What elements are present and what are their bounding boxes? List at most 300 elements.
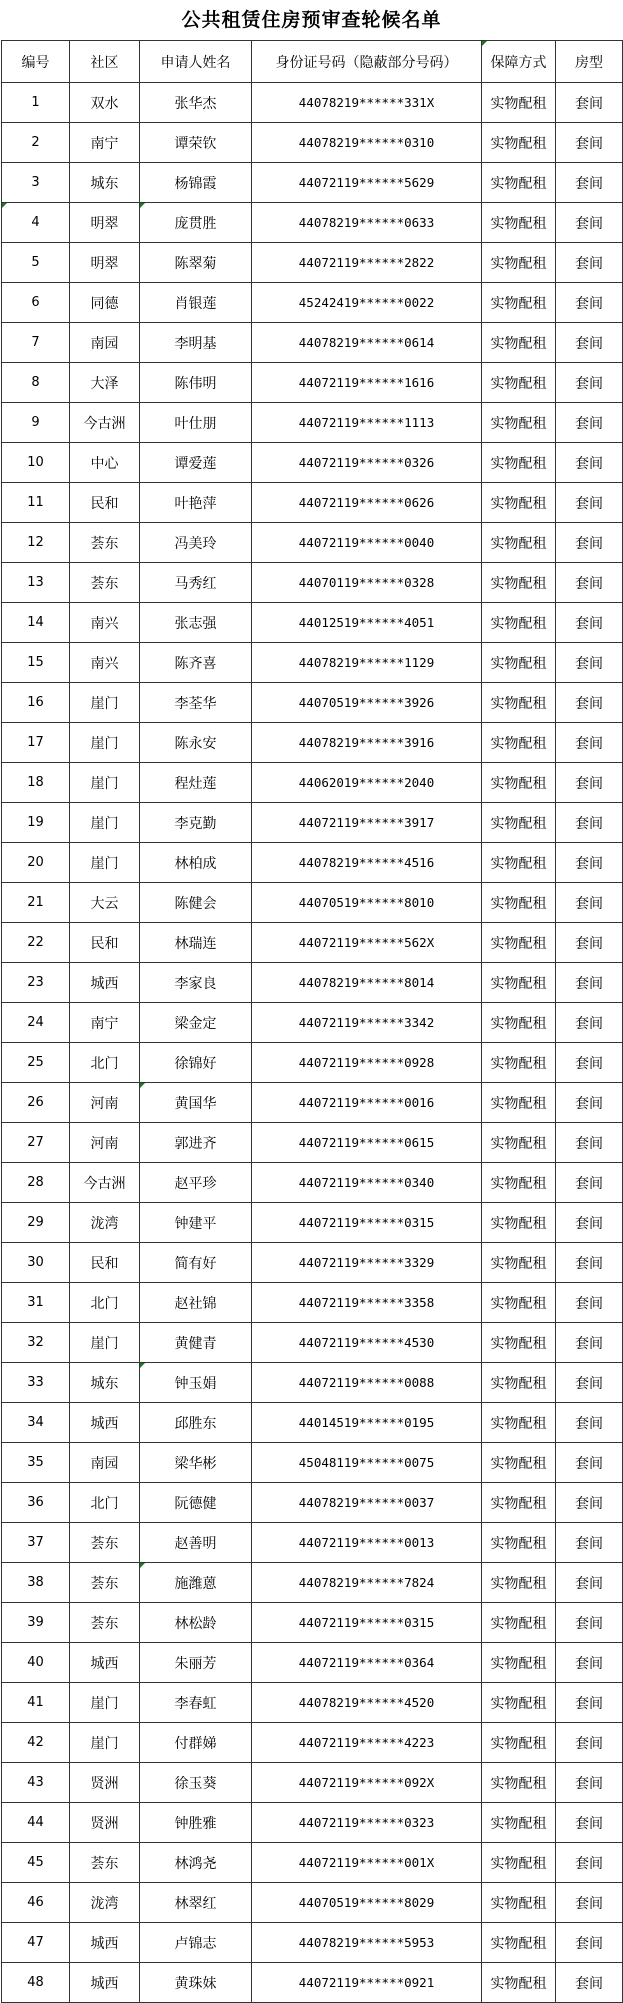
cell-support-mode: 实物配租	[482, 843, 556, 883]
cell-support-mode: 实物配租	[482, 123, 556, 163]
cell-support-mode: 实物配租	[482, 1363, 556, 1403]
cell-applicant-name: 肖银莲	[140, 283, 252, 323]
cell-community: 崖门	[70, 1683, 140, 1723]
cell-room-type: 套间	[556, 963, 623, 1003]
table-row	[2, 1163, 623, 1203]
cell-community: 大泽	[70, 363, 140, 403]
cell-id-number: 44078219******1129	[252, 643, 482, 683]
cell-support-mode: 实物配租	[482, 1163, 556, 1203]
table-row	[2, 1763, 623, 1803]
cell-room-type: 套间	[556, 523, 623, 563]
cell-id-number: 44072119******5629	[252, 163, 482, 203]
cell-applicant-name: 梁华彬	[140, 1443, 252, 1483]
cell-community: 城东	[70, 163, 140, 203]
cell-applicant-name: 黄珠妹	[140, 1963, 252, 2003]
cell-applicant-name: 陈翠菊	[140, 243, 252, 283]
cell-id-number: 44072119******0040	[252, 523, 482, 563]
cell-room-type: 套间	[556, 283, 623, 323]
cell-support-mode: 实物配租	[482, 403, 556, 443]
cell-room-type: 套间	[556, 1323, 623, 1363]
table-row	[2, 1483, 623, 1523]
cell-number: 22	[2, 923, 70, 963]
cell-number: 9	[2, 403, 70, 443]
cell-number: 10	[2, 443, 70, 483]
cell-applicant-name: 杨锦霞	[140, 163, 252, 203]
table-row	[2, 1523, 623, 1563]
cell-id-number: 44072119******0013	[252, 1523, 482, 1563]
cell-support-mode: 实物配租	[482, 1923, 556, 1963]
cell-number: 2	[2, 123, 70, 163]
cell-support-mode: 实物配租	[482, 643, 556, 683]
cell-community: 南兴	[70, 603, 140, 643]
table-row	[2, 1963, 623, 2003]
cell-id-number: 44072119******1113	[252, 403, 482, 443]
table-row	[2, 1083, 623, 1123]
cell-room-type: 套间	[556, 1563, 623, 1603]
cell-number: 1	[2, 83, 70, 123]
table-row	[2, 883, 623, 923]
cell-community: 贤洲	[70, 1803, 140, 1843]
header-id-number: 身份证号码（隐蔽部分号码）	[252, 41, 482, 83]
cell-applicant-name: 邱胜东	[140, 1403, 252, 1443]
cell-applicant-name: 林鸿尧	[140, 1843, 252, 1883]
table-row	[2, 123, 623, 163]
cell-community: 城西	[70, 1963, 140, 2003]
cell-id-number: 44078219******5953	[252, 1923, 482, 1963]
table-row	[2, 763, 623, 803]
cell-number: 44	[2, 1803, 70, 1843]
cell-room-type: 套间	[556, 1363, 623, 1403]
cell-number: 23	[2, 963, 70, 1003]
table-row	[2, 1803, 623, 1843]
cell-support-mode: 实物配租	[482, 1443, 556, 1483]
table-row	[2, 443, 623, 483]
cell-support-mode: 实物配租	[482, 1483, 556, 1523]
cell-room-type: 套间	[556, 1883, 623, 1923]
cell-number: 26	[2, 1083, 70, 1123]
cell-support-mode: 实物配租	[482, 883, 556, 923]
cell-community: 贤洲	[70, 1763, 140, 1803]
cell-number: 43	[2, 1763, 70, 1803]
table-row	[2, 203, 623, 243]
cell-support-mode: 实物配租	[482, 1603, 556, 1643]
cell-community: 崖门	[70, 763, 140, 803]
page-title: 公共租赁住房预审查轮候名单	[181, 9, 442, 31]
cell-community: 崖门	[70, 723, 140, 763]
table-row	[2, 1123, 623, 1163]
cell-community: 北门	[70, 1483, 140, 1523]
cell-number: 11	[2, 483, 70, 523]
cell-id-number: 44070119******0328	[252, 563, 482, 603]
cell-support-mode: 实物配租	[482, 243, 556, 283]
cell-applicant-name: 陈伟明	[140, 363, 252, 403]
cell-support-mode: 实物配租	[482, 1003, 556, 1043]
cell-applicant-name: 徐锦好	[140, 1043, 252, 1083]
cell-id-number: 44078219******7824	[252, 1563, 482, 1603]
cell-applicant-name: 冯美玲	[140, 523, 252, 563]
cell-room-type: 套间	[556, 1803, 623, 1843]
cell-support-mode: 实物配租	[482, 523, 556, 563]
cell-applicant-name: 阮德健	[140, 1483, 252, 1523]
cell-community: 河南	[70, 1083, 140, 1123]
cell-number: 38	[2, 1563, 70, 1603]
cell-number: 15	[2, 643, 70, 683]
cell-support-mode: 实物配租	[482, 1243, 556, 1283]
cell-community: 泷湾	[70, 1203, 140, 1243]
cell-applicant-name: 赵善明	[140, 1523, 252, 1563]
cell-applicant-name: 黄健青	[140, 1323, 252, 1363]
cell-community: 崖门	[70, 1323, 140, 1363]
cell-room-type: 套间	[556, 643, 623, 683]
cell-community: 荟东	[70, 563, 140, 603]
table-row	[2, 563, 623, 603]
cell-room-type: 套间	[556, 883, 623, 923]
cell-room-type: 套间	[556, 1283, 623, 1323]
cell-id-number: 44078219******8014	[252, 963, 482, 1003]
cell-id-number: 45048119******0075	[252, 1443, 482, 1483]
cell-community: 荟东	[70, 1843, 140, 1883]
cell-number: 33	[2, 1363, 70, 1403]
cell-room-type: 套间	[556, 1843, 623, 1883]
cell-room-type: 套间	[556, 1163, 623, 1203]
cell-id-number: 44072119******0323	[252, 1803, 482, 1843]
cell-id-number: 44062019******2040	[252, 763, 482, 803]
cell-community: 民和	[70, 923, 140, 963]
cell-number: 46	[2, 1883, 70, 1923]
cell-room-type: 套间	[556, 1763, 623, 1803]
cell-room-type: 套间	[556, 83, 623, 123]
cell-number: 17	[2, 723, 70, 763]
header-number: 编号	[2, 41, 70, 83]
cell-number: 13	[2, 563, 70, 603]
cell-community: 南兴	[70, 643, 140, 683]
cell-support-mode: 实物配租	[482, 163, 556, 203]
cell-support-mode: 实物配租	[482, 1283, 556, 1323]
cell-number: 5	[2, 243, 70, 283]
table-row	[2, 363, 623, 403]
cell-applicant-name: 叶仕朋	[140, 403, 252, 443]
cell-id-number: 44072119******0615	[252, 1123, 482, 1163]
cell-applicant-name: 钟玉娟	[140, 1363, 252, 1403]
cell-number: 21	[2, 883, 70, 923]
cell-room-type: 套间	[556, 443, 623, 483]
cell-room-type: 套间	[556, 923, 623, 963]
cell-applicant-name: 马秀红	[140, 563, 252, 603]
cell-community: 民和	[70, 1243, 140, 1283]
table-row	[2, 483, 623, 523]
cell-room-type: 套间	[556, 1443, 623, 1483]
cell-id-number: 44070519******8029	[252, 1883, 482, 1923]
cell-number: 12	[2, 523, 70, 563]
cell-room-type: 套间	[556, 603, 623, 643]
cell-id-number: 44072119******0326	[252, 443, 482, 483]
cell-support-mode: 实物配租	[482, 203, 556, 243]
cell-room-type: 套间	[556, 163, 623, 203]
cell-number: 39	[2, 1603, 70, 1643]
cell-room-type: 套间	[556, 1203, 623, 1243]
cell-number: 40	[2, 1643, 70, 1683]
cell-applicant-name: 林松龄	[140, 1603, 252, 1643]
cell-applicant-name: 李春虹	[140, 1683, 252, 1723]
cell-community: 北门	[70, 1283, 140, 1323]
cell-room-type: 套间	[556, 1123, 623, 1163]
cell-id-number: 44072119******1616	[252, 363, 482, 403]
cell-room-type: 套间	[556, 243, 623, 283]
cell-community: 明翠	[70, 243, 140, 283]
cell-community: 今古洲	[70, 1163, 140, 1203]
cell-number: 27	[2, 1123, 70, 1163]
cell-number: 18	[2, 763, 70, 803]
cell-applicant-name: 付群娣	[140, 1723, 252, 1763]
table-row	[2, 523, 623, 563]
cell-community: 荟东	[70, 1603, 140, 1643]
cell-community: 中心	[70, 443, 140, 483]
cell-support-mode: 实物配租	[482, 1123, 556, 1163]
cell-support-mode: 实物配租	[482, 83, 556, 123]
cell-room-type: 套间	[556, 1403, 623, 1443]
cell-room-type: 套间	[556, 803, 623, 843]
cell-id-number: 44072119******0626	[252, 483, 482, 523]
cell-id-number: 44072119******0921	[252, 1963, 482, 2003]
cell-support-mode: 实物配租	[482, 1843, 556, 1883]
cell-support-mode: 实物配租	[482, 963, 556, 1003]
cell-applicant-name: 林瑞连	[140, 923, 252, 963]
cell-support-mode: 实物配租	[482, 363, 556, 403]
cell-applicant-name: 李家良	[140, 963, 252, 1003]
cell-number: 24	[2, 1003, 70, 1043]
cell-community: 南宁	[70, 1003, 140, 1043]
cell-room-type: 套间	[556, 1643, 623, 1683]
cell-support-mode: 实物配租	[482, 1883, 556, 1923]
cell-number: 42	[2, 1723, 70, 1763]
table-row	[2, 1203, 623, 1243]
cell-room-type: 套间	[556, 1043, 623, 1083]
cell-support-mode: 实物配租	[482, 443, 556, 483]
cell-id-number: 44012519******4051	[252, 603, 482, 643]
cell-number: 30	[2, 1243, 70, 1283]
cell-id-number: 44072119******2822	[252, 243, 482, 283]
cell-support-mode: 实物配租	[482, 803, 556, 843]
cell-support-mode: 实物配租	[482, 1763, 556, 1803]
cell-support-mode: 实物配租	[482, 1643, 556, 1683]
cell-id-number: 44014519******0195	[252, 1403, 482, 1443]
cell-room-type: 套间	[556, 483, 623, 523]
cell-community: 南宁	[70, 123, 140, 163]
cell-number: 36	[2, 1483, 70, 1523]
cell-community: 荟东	[70, 1523, 140, 1563]
cell-community: 同德	[70, 283, 140, 323]
header-support-mode: 保障方式	[482, 41, 556, 83]
cell-number: 20	[2, 843, 70, 883]
cell-community: 城西	[70, 963, 140, 1003]
cell-community: 荟东	[70, 523, 140, 563]
table-row	[2, 1443, 623, 1483]
cell-community: 城西	[70, 1643, 140, 1683]
cell-support-mode: 实物配租	[482, 1523, 556, 1563]
cell-applicant-name: 李明基	[140, 323, 252, 363]
cell-room-type: 套间	[556, 1523, 623, 1563]
cell-applicant-name: 梁金定	[140, 1003, 252, 1043]
cell-support-mode: 实物配租	[482, 1323, 556, 1363]
cell-support-mode: 实物配租	[482, 723, 556, 763]
cell-id-number: 44072119******3917	[252, 803, 482, 843]
cell-id-number: 45242419******0022	[252, 283, 482, 323]
cell-room-type: 套间	[556, 203, 623, 243]
cell-support-mode: 实物配租	[482, 1683, 556, 1723]
cell-community: 南园	[70, 323, 140, 363]
cell-applicant-name: 陈健会	[140, 883, 252, 923]
cell-applicant-name: 谭荣钦	[140, 123, 252, 163]
cell-community: 北门	[70, 1043, 140, 1083]
cell-number: 28	[2, 1163, 70, 1203]
cell-room-type: 套间	[556, 123, 623, 163]
cell-id-number: 44072119******4530	[252, 1323, 482, 1363]
cell-id-number: 44072119******0016	[252, 1083, 482, 1123]
table-row	[2, 603, 623, 643]
cell-room-type: 套间	[556, 323, 623, 363]
cell-id-number: 44072119******3358	[252, 1283, 482, 1323]
waitlist-table	[1, 40, 623, 2003]
table-row	[2, 163, 623, 203]
cell-room-type: 套间	[556, 843, 623, 883]
cell-id-number: 44072119******562X	[252, 923, 482, 963]
table-row	[2, 283, 623, 323]
cell-id-number: 44072119******0315	[252, 1203, 482, 1243]
cell-room-type: 套间	[556, 1003, 623, 1043]
cell-support-mode: 实物配租	[482, 1043, 556, 1083]
cell-room-type: 套间	[556, 1483, 623, 1523]
table-row	[2, 1403, 623, 1443]
cell-id-number: 44072119******0088	[252, 1363, 482, 1403]
cell-id-number: 44078219******4516	[252, 843, 482, 883]
cell-applicant-name: 赵平珍	[140, 1163, 252, 1203]
cell-number: 47	[2, 1923, 70, 1963]
cell-room-type: 套间	[556, 1923, 623, 1963]
cell-community: 城东	[70, 1363, 140, 1403]
table-row	[2, 643, 623, 683]
cell-applicant-name: 张华杰	[140, 83, 252, 123]
cell-id-number: 44072119******001X	[252, 1843, 482, 1883]
cell-applicant-name: 庞贯胜	[140, 203, 252, 243]
table-row	[2, 683, 623, 723]
table-row	[2, 323, 623, 363]
table-row	[2, 963, 623, 1003]
cell-id-number: 44072119******0364	[252, 1643, 482, 1683]
cell-room-type: 套间	[556, 1603, 623, 1643]
cell-id-number: 44072119******0928	[252, 1043, 482, 1083]
cell-community: 大云	[70, 883, 140, 923]
table-row	[2, 1003, 623, 1043]
cell-id-number: 44078219******4520	[252, 1683, 482, 1723]
table-row	[2, 1723, 623, 1763]
cell-community: 今古洲	[70, 403, 140, 443]
cell-community: 荟东	[70, 1563, 140, 1603]
cell-support-mode: 实物配租	[482, 683, 556, 723]
cell-id-number: 44078219******0614	[252, 323, 482, 363]
cell-applicant-name: 卢锦志	[140, 1923, 252, 1963]
table-row	[2, 1363, 623, 1403]
cell-support-mode: 实物配租	[482, 763, 556, 803]
cell-applicant-name: 朱丽芳	[140, 1643, 252, 1683]
cell-community: 城西	[70, 1923, 140, 1963]
cell-support-mode: 实物配租	[482, 603, 556, 643]
cell-room-type: 套间	[556, 683, 623, 723]
cell-applicant-name: 叶艳萍	[140, 483, 252, 523]
cell-community: 河南	[70, 1123, 140, 1163]
cell-number: 29	[2, 1203, 70, 1243]
cell-applicant-name: 赵社锦	[140, 1283, 252, 1323]
table-row	[2, 243, 623, 283]
table-row	[2, 1043, 623, 1083]
cell-id-number: 44070519******8010	[252, 883, 482, 923]
cell-id-number: 44072119******3329	[252, 1243, 482, 1283]
cell-applicant-name: 林翠红	[140, 1883, 252, 1923]
cell-number: 8	[2, 363, 70, 403]
cell-number: 19	[2, 803, 70, 843]
cell-support-mode: 实物配租	[482, 323, 556, 363]
cell-number: 45	[2, 1843, 70, 1883]
cell-room-type: 套间	[556, 1683, 623, 1723]
cell-number: 41	[2, 1683, 70, 1723]
cell-support-mode: 实物配租	[482, 1083, 556, 1123]
cell-support-mode: 实物配租	[482, 923, 556, 963]
cell-number: 34	[2, 1403, 70, 1443]
cell-support-mode: 实物配租	[482, 483, 556, 523]
cell-number: 31	[2, 1283, 70, 1323]
cell-id-number: 44072119******3342	[252, 1003, 482, 1043]
cell-number: 6	[2, 283, 70, 323]
cell-id-number: 44078219******331X	[252, 83, 482, 123]
cell-applicant-name: 谭爱莲	[140, 443, 252, 483]
table-row	[2, 1243, 623, 1283]
cell-number: 14	[2, 603, 70, 643]
cell-applicant-name: 李克勤	[140, 803, 252, 843]
cell-id-number: 44078219******0310	[252, 123, 482, 163]
cell-room-type: 套间	[556, 723, 623, 763]
cell-number: 7	[2, 323, 70, 363]
cell-applicant-name: 林柏成	[140, 843, 252, 883]
cell-number: 35	[2, 1443, 70, 1483]
cell-community: 崖门	[70, 683, 140, 723]
cell-room-type: 套间	[556, 1963, 623, 2003]
cell-id-number: 44070519******3926	[252, 683, 482, 723]
cell-community: 南园	[70, 1443, 140, 1483]
cell-id-number: 44072119******0340	[252, 1163, 482, 1203]
cell-room-type: 套间	[556, 1723, 623, 1763]
table-row	[2, 83, 623, 123]
cell-number: 37	[2, 1523, 70, 1563]
cell-room-type: 套间	[556, 1243, 623, 1283]
cell-applicant-name: 张志强	[140, 603, 252, 643]
cell-id-number: 44072119******0315	[252, 1603, 482, 1643]
cell-community: 民和	[70, 483, 140, 523]
table-row	[2, 1683, 623, 1723]
table-row	[2, 843, 623, 883]
cell-community: 双水	[70, 83, 140, 123]
cell-id-number: 44072119******092X	[252, 1763, 482, 1803]
cell-community: 崖门	[70, 803, 140, 843]
cell-applicant-name: 陈齐喜	[140, 643, 252, 683]
table-body	[2, 83, 623, 2003]
table-row	[2, 1923, 623, 1963]
cell-community: 城西	[70, 1403, 140, 1443]
cell-applicant-name: 简有好	[140, 1243, 252, 1283]
table-row	[2, 1603, 623, 1643]
cell-id-number: 44078219******3916	[252, 723, 482, 763]
table-row	[2, 403, 623, 443]
cell-id-number: 44072119******4223	[252, 1723, 482, 1763]
table-row	[2, 1883, 623, 1923]
